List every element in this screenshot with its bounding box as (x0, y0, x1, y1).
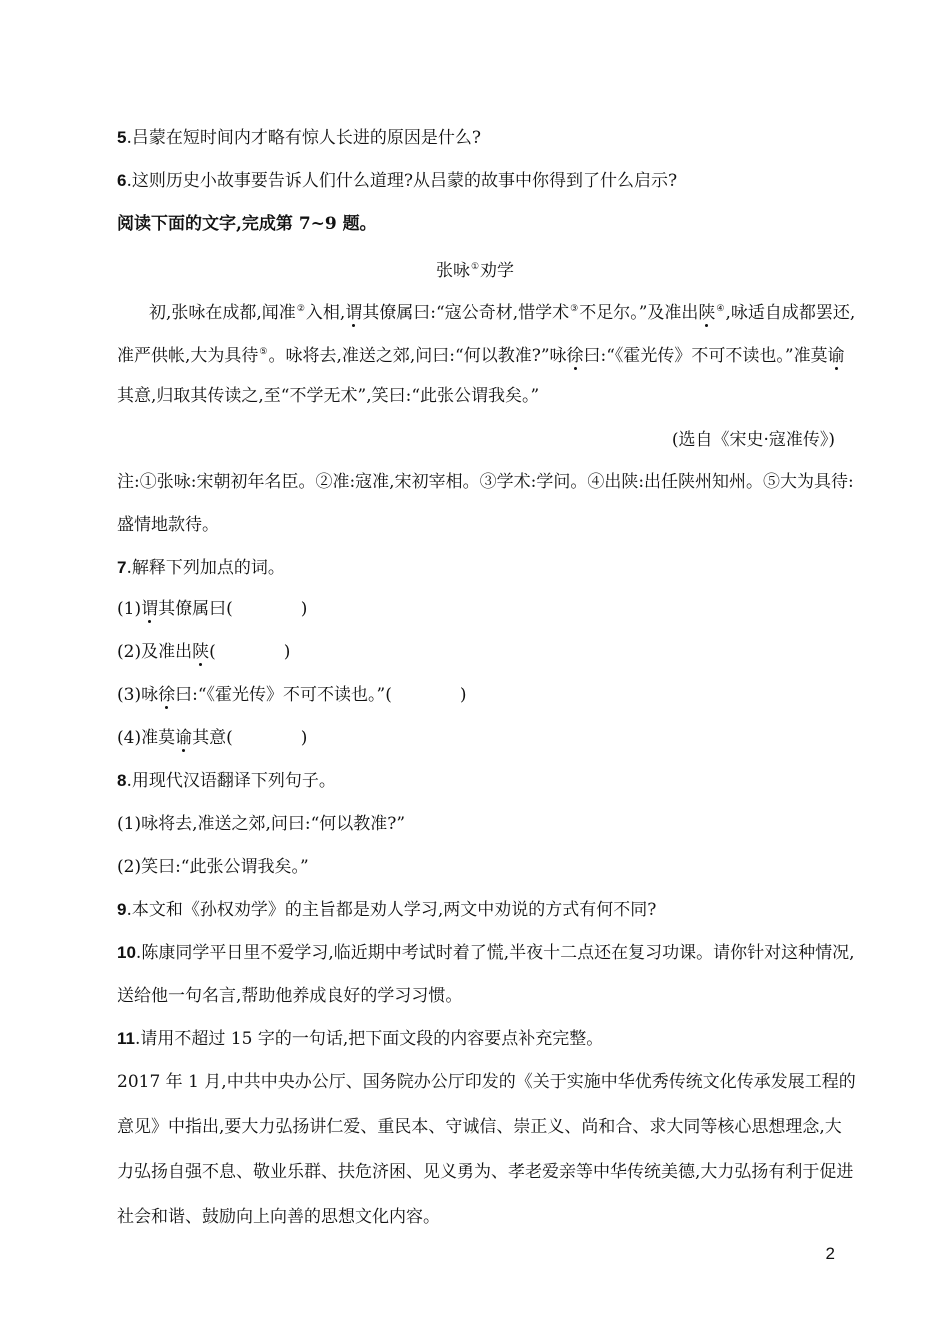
item-text: ) (459, 685, 467, 705)
question-11 (117, 1027, 603, 1051)
passage-line-1 (149, 297, 856, 325)
page-number: 2 (825, 1244, 835, 1263)
q7-item-1 (117, 597, 307, 621)
passage-text: 。咏将去,准送之郊,问曰:“何以教准?”咏 (268, 346, 567, 366)
q8-sentence-1: (1)咏将去,准送之郊,问曰:“何以教准?” (117, 814, 406, 834)
footnote-marker: ③ (570, 304, 579, 314)
item-text: ) (300, 599, 308, 619)
footnote-marker: ⑤ (259, 347, 268, 357)
question-5 (117, 126, 481, 150)
dotted-word: 谓 (345, 303, 363, 323)
question-number: 11 (117, 1029, 135, 1048)
q8-sentence-2: (2)笑曰:“此张公谓我矣。” (117, 857, 309, 877)
dotted-word: 徐 (566, 346, 584, 366)
dotted-word: 谕 (175, 728, 193, 748)
item-text: ) (283, 642, 291, 662)
dotted-word: 谓 (141, 599, 159, 619)
item-text: (1) (117, 599, 142, 619)
dotted-word: 徐 (158, 685, 176, 705)
item-text: (4)准莫 (117, 728, 176, 748)
question-6 (117, 169, 677, 193)
item-text: 其意( (192, 728, 233, 748)
footnote-marker: ④ (716, 304, 725, 314)
q11-passage-line-1: 2017 年 1 月,中共中央办公厅、国务院办公厅印发的《关于实施中华优秀传统文化传承发展工程的 (117, 1072, 856, 1092)
passage-text: 不足尔。”及准出 (579, 303, 699, 323)
item-text: (3)咏 (117, 685, 159, 705)
question-7 (117, 556, 285, 580)
question-text: .陈康同学平日里不爱学习,临近期中考试时着了慌,半夜十二点还在复习功课。请你针对这种情况, (135, 943, 855, 963)
question-number: 9 (117, 900, 127, 919)
question-text: .解释下列加点的词。 (126, 558, 285, 578)
question-8 (117, 769, 336, 793)
question-9 (117, 898, 656, 922)
question-text: .吕蒙在短时间内才略有惊人长进的原因是什么? (126, 128, 481, 148)
dotted-word: 谕 (827, 346, 845, 366)
item-text: ) (300, 728, 308, 748)
passage-text: 曰:“《霍光传》不可不读也。”准莫 (583, 346, 828, 366)
title-text: 张咏 (435, 261, 470, 281)
item-text: ( (209, 642, 216, 662)
question-text: .本文和《孙权劝学》的主旨都是劝人学习,两文中劝说的方式有何不同? (126, 900, 657, 920)
passage-line-2 (117, 340, 845, 368)
passage-text: ,咏适自成都罢还, (725, 303, 856, 323)
footnote-marker: ① (470, 262, 480, 272)
question-text: .请用不超过 15 字的一句话,把下面文段的内容要点补充完整。 (134, 1029, 604, 1049)
passage-text: 准严供帐,大为具待 (117, 346, 259, 366)
question-10-line-2: 送给他一句名言,帮助他养成良好的学习习惯。 (117, 986, 463, 1006)
passage-text: 初,张咏在成都,闻准 (149, 303, 296, 323)
question-10 (117, 941, 855, 965)
q7-item-3 (117, 683, 466, 707)
dotted-word: 陕 (192, 642, 210, 662)
question-number: 5 (117, 128, 127, 147)
q7-item-4 (117, 726, 307, 750)
passage-text: 入相, (305, 303, 346, 323)
passage-text: 其僚属曰:“寇公奇材,惜学术 (362, 303, 570, 323)
question-number: 10 (117, 943, 136, 962)
question-number: 8 (117, 771, 127, 790)
passage-source: (选自《宋史·寇准传》) (671, 430, 835, 450)
title-text: 劝学 (480, 261, 515, 281)
passage-title (0, 255, 950, 283)
q7-item-2 (117, 640, 290, 664)
question-text: .这则历史小故事要告诉人们什么道理?从吕蒙的故事中你得到了什么启示? (126, 171, 678, 191)
notes-line-1: 注:①张咏:宋朝初年名臣。②准:寇准,宋初宰相。③学术:学问。④出陕:出任陕州知州。⑤大为具待: (117, 472, 854, 492)
q11-passage-line-2: 意见》中指出,要大力弘扬讲仁爱、重民本、守诚信、崇正义、尚和合、求大同等核心思想理念,大 (117, 1117, 842, 1137)
q11-passage-line-4: 社会和谐、鼓励向上向善的思想文化内容。 (117, 1207, 440, 1227)
question-number: 7 (117, 558, 127, 577)
question-number: 6 (117, 171, 127, 190)
notes-line-2: 盛情地款待。 (117, 515, 219, 535)
passage-line-3: 其意,归取其传读之,至“不学无术”,笑曰:“此张公谓我矣。” (117, 386, 540, 406)
q11-passage-line-3: 力弘扬自强不息、敬业乐群、扶危济困、见义勇为、孝老爱亲等中华传统美德,大力弘扬有利于促进 (117, 1162, 854, 1182)
question-text: .用现代汉语翻译下列句子。 (126, 771, 336, 791)
reading-instruction: 阅读下面的文字,完成第 7~9 题。 (117, 214, 377, 234)
item-text: 曰:“《霍光传》不可不读也。”( (175, 685, 392, 705)
item-text: (2)及准出 (117, 642, 193, 662)
footnote-marker: ② (296, 304, 305, 314)
dotted-word: 陕 (698, 303, 716, 323)
item-text: 其僚属曰( (158, 599, 233, 619)
